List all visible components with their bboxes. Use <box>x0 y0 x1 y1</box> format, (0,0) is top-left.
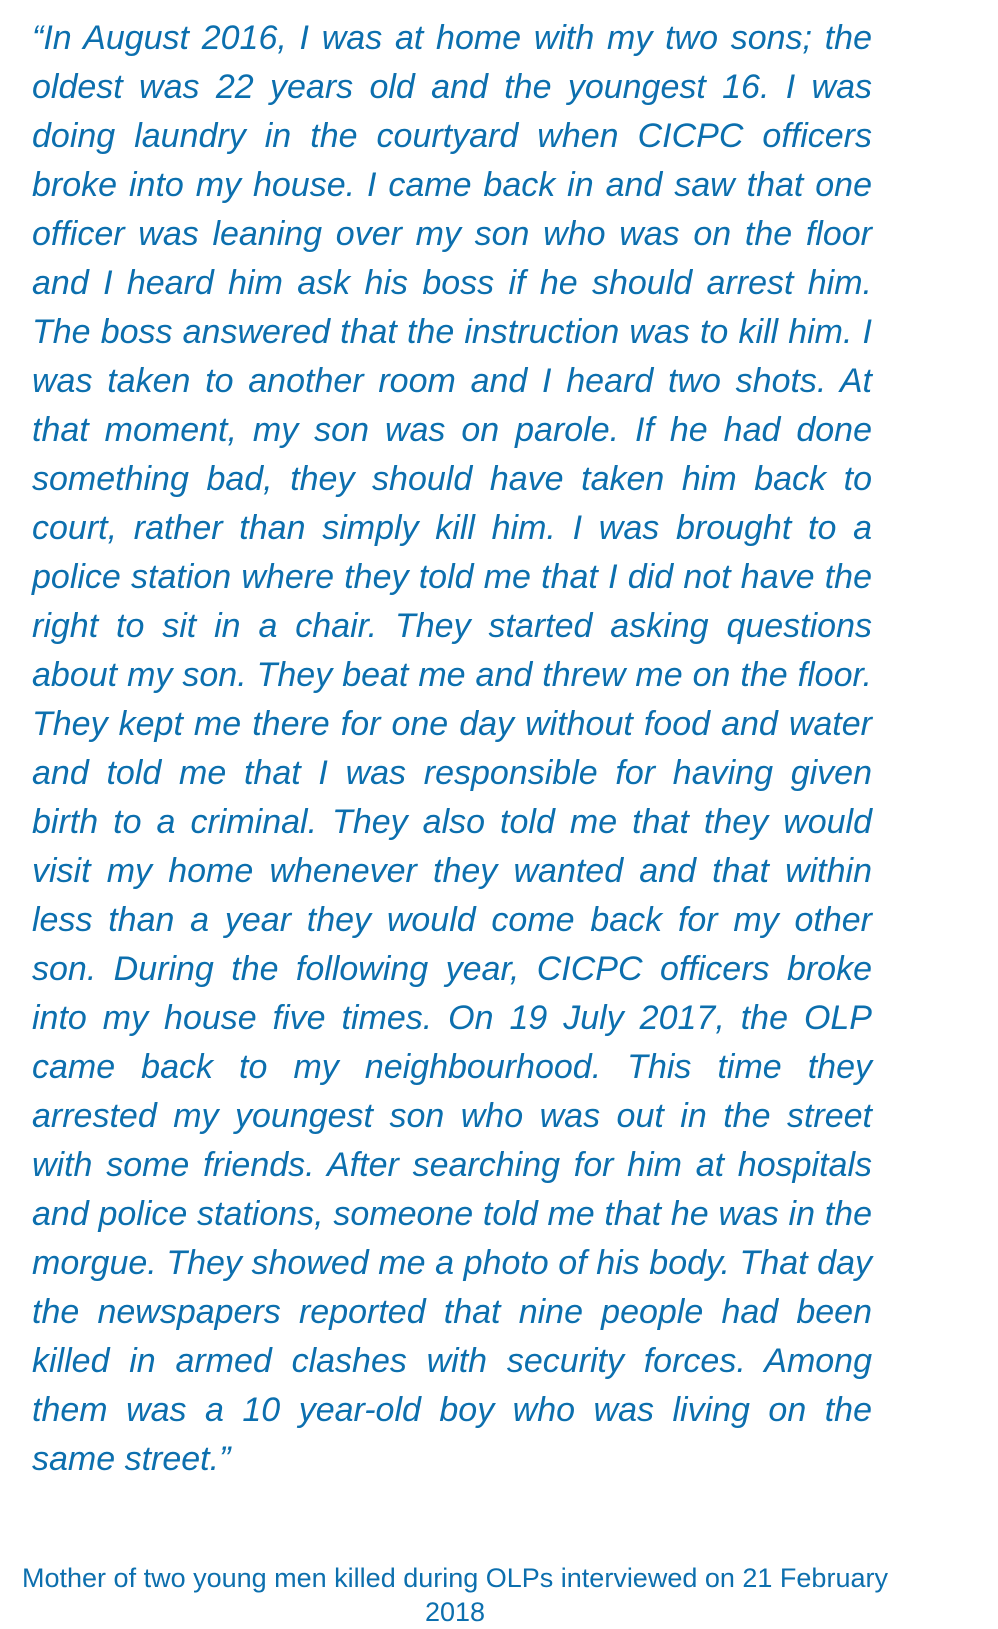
testimony-quote: “In August 2016, I was at home with my two sons; the oldest was 22 years old and the youngest 16. I was doing laundry in the courtyard when CICPC officers broke into my house. I came back in and saw that one officer was leaning over my son who was on the floor and I heard him ask his boss if he should arrest him. The boss answered that the instruction was to kill him. I was taken to another room and I heard two shots. At that moment, my son was on parole. If he had done something bad, they should have taken him back to court, rather than simply kill him. I was brought to a police station where they told me that I did not have the right to sit in a chair. They started asking questions about my son. They beat me and threw me on the floor. They kept me there for one day without food and water and told me that I was responsible for having given birth to a criminal. They also told me that they would visit my home whenever they wanted and that within less than a year they would come back for my other son. During the following year, CICPC officers broke into my house five times. On 19 July 2017, the OLP came back to my neighbourhood. This time they arrested my youngest son who was out in the street with some friends. After searching for him at hospitals and police stations, someone told me that he was in the morgue. They showed me a photo of his body. That day the newspapers reported that nine people had been killed in armed clashes with security forces. Among them was a 10 year-old boy who was living on the same street.” <box>32 19 872 1478</box>
quote-attribution: Mother of two young men killed during OLPs interviewed on 21 February 2018 <box>22 1563 888 1627</box>
